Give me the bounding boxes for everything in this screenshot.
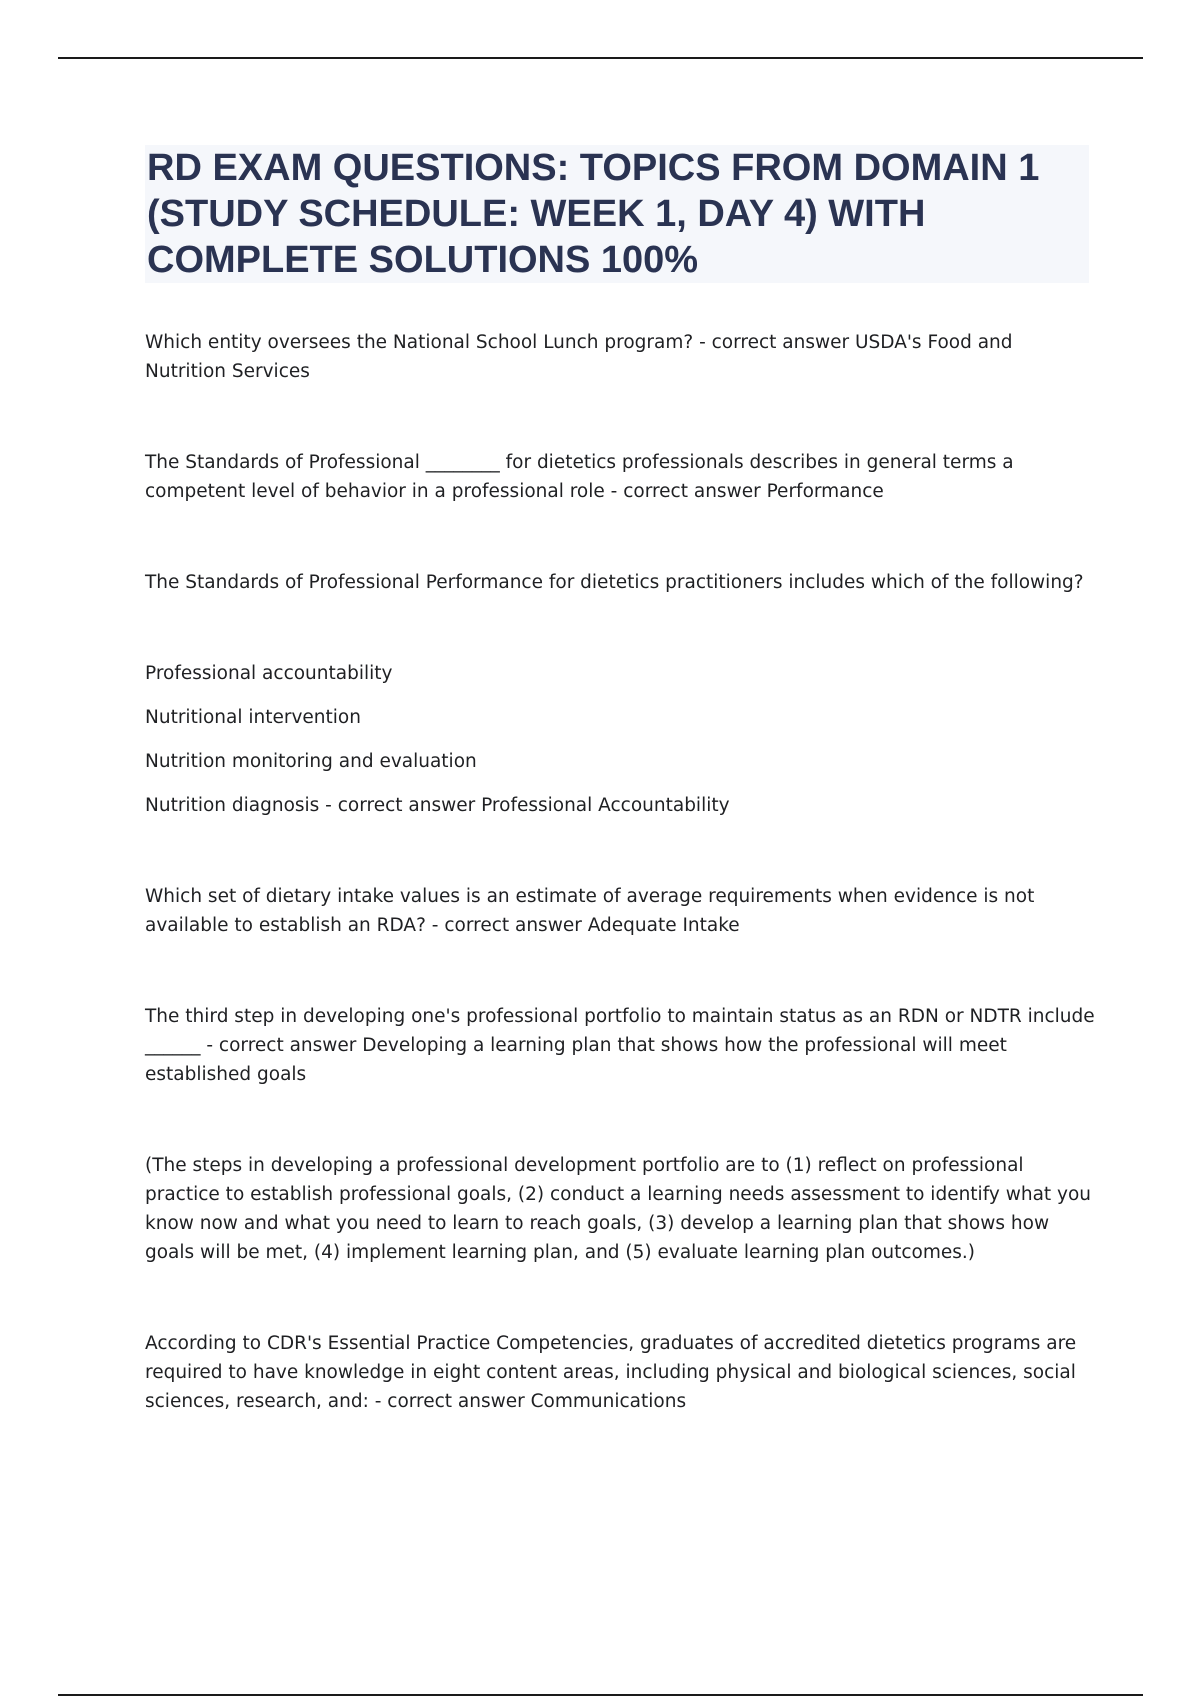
option-item: Professional accountability bbox=[145, 663, 393, 684]
top-divider bbox=[58, 57, 1143, 59]
bottom-divider bbox=[58, 1694, 1143, 1696]
question-1: Which entity oversees the National School Lunch program? - correct answer USDA's Food and Nutrition Services bbox=[145, 332, 1013, 382]
question-5: The third step in developing one's professional portfolio to maintain status as an RDN or NDTR include ______ - correct answer Developing a learning plan that shows how the professional will meet established goals bbox=[145, 1006, 1095, 1085]
option-item: Nutritional intervention bbox=[145, 707, 361, 728]
document-title: RD EXAM QUESTIONS: TOPICS FROM DOMAIN 1 (STUDY SCHEDULE: WEEK 1, DAY 4) WITH COMPLETE SOLUTIONS 100% bbox=[147, 147, 1040, 281]
option-item: Nutrition diagnosis - correct answer Professional Accountability bbox=[145, 795, 730, 816]
option-item: Nutrition monitoring and evaluation bbox=[145, 751, 477, 772]
question-3: The Standards of Professional Performance for dietetics practitioners includes which of the following? bbox=[145, 572, 1084, 593]
document-body bbox=[145, 328, 1095, 1416]
question-4: Which set of dietary intake values is an estimate of average requirements when evidence is not available to establish an RDA? - correct answer Adequate Intake bbox=[145, 886, 1035, 936]
question-6: According to CDR's Essential Practice Competencies, graduates of accredited dietetics programs are required to have knowledge in eight content areas, including physical and biological sciences, social sciences, research, and: - correct answer Communications bbox=[145, 1333, 1077, 1412]
question-2: The Standards of Professional ________ for dietetics professionals describes in general terms a competent level of behavior in a professional role - correct answer Performance bbox=[145, 452, 1014, 502]
question-3-options bbox=[145, 659, 1095, 820]
title-block bbox=[145, 145, 1089, 283]
explanatory-note: (The steps in developing a professional development portfolio are to (1) reflect on professional practice to establish professional goals, (2) conduct a learning needs assessment to identify what you know now and what you need to learn to reach goals, (3) develop a learning plan that shows how goals will be met, (4) implement learning plan, and (5) evaluate learning plan outcomes.) bbox=[145, 1155, 1092, 1263]
